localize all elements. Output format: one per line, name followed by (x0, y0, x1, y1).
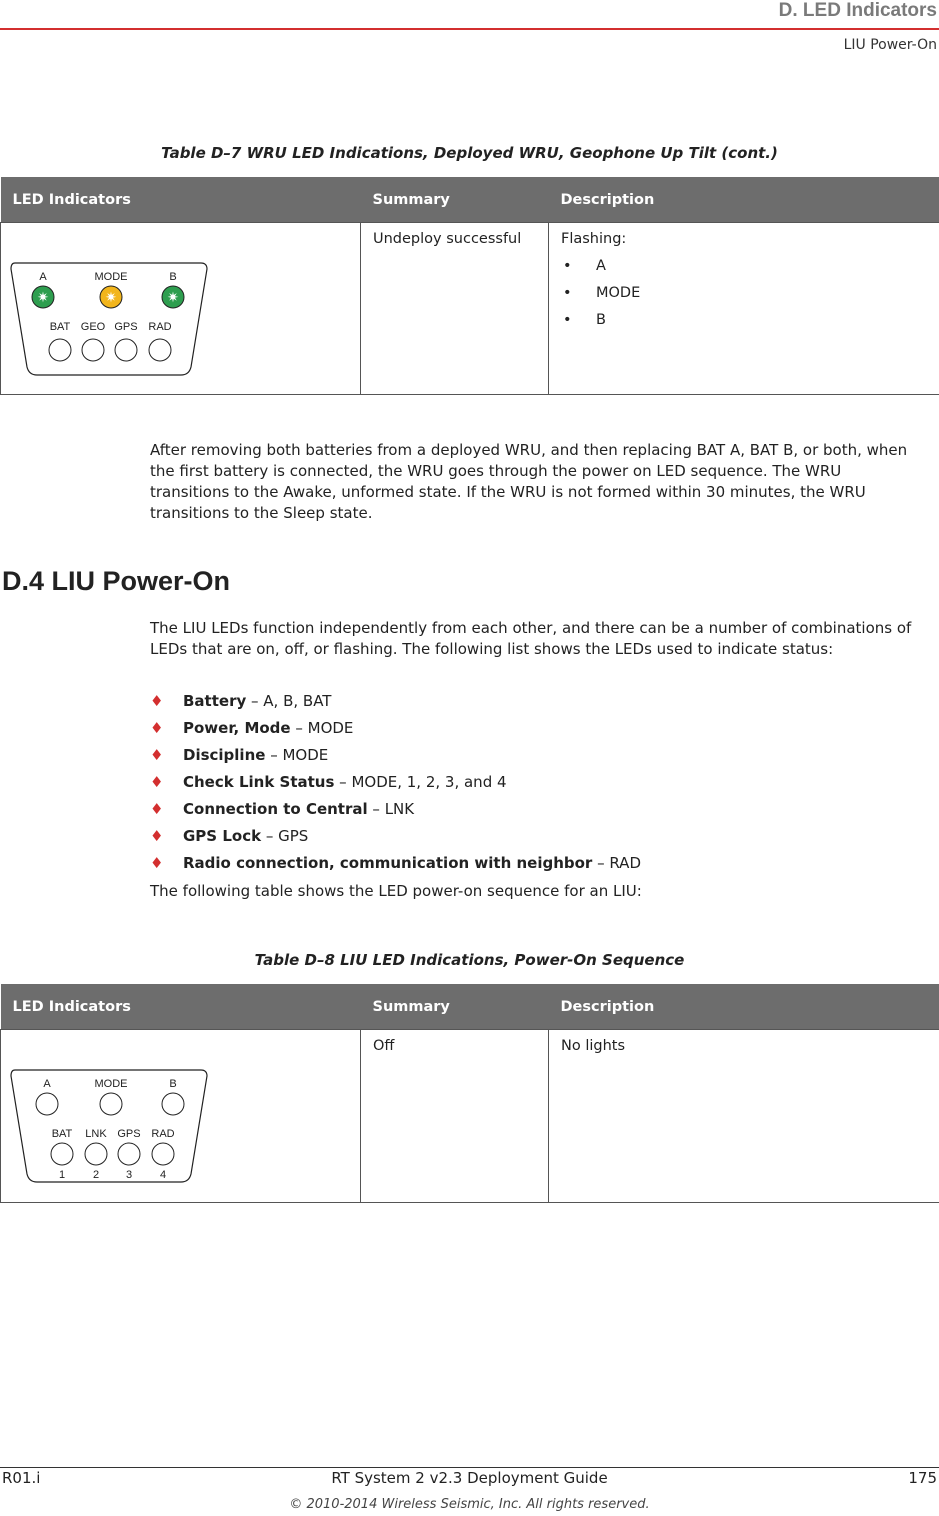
bullet-icon: • (563, 312, 572, 328)
body-paragraph: The following table shows the LED power-on sequence for an LIU: (150, 882, 642, 900)
led-indicator-cell (1, 223, 361, 395)
diamond-bullet-icon: ♦ (150, 854, 164, 872)
label-gps: GPS (117, 1128, 141, 1140)
label-rad: RAD (148, 321, 172, 333)
wru-led-panel-diagram (5, 257, 215, 382)
diamond-bullet-icon: ♦ (150, 827, 164, 845)
star-icon: ✷ (37, 289, 49, 305)
header-rule (0, 28, 939, 30)
table-header-row (1, 177, 939, 223)
label-bat: BAT (49, 321, 71, 333)
list-item: ♦ Connection to Central – LNK (150, 796, 641, 823)
diamond-bullet-icon: ♦ (150, 746, 164, 764)
diamond-bullet-icon: ♦ (150, 692, 164, 710)
footer-revision: R01.i (2, 1469, 41, 1487)
body-paragraph: The LIU LEDs function independently from each other, and there can be a number of combinations of LEDs that are on, off, or flashing. The following list shows the LEDs used to indicate status: (150, 619, 912, 658)
copyright-notice: © 2010-2014 Wireless Seismic, Inc. All rights reserved. (289, 1497, 650, 1512)
label-gps: GPS (114, 321, 138, 333)
label-3: 3 (125, 1169, 133, 1181)
led-b (162, 1093, 184, 1115)
label-b: B (169, 271, 177, 283)
list-item: • MODE (561, 280, 927, 307)
diamond-bullet-icon: ♦ (150, 773, 164, 791)
label-2: 2 (92, 1169, 100, 1181)
column-header: Summary (361, 984, 549, 1030)
table-d8 (0, 984, 939, 1203)
label-lnk: LNK (85, 1128, 107, 1140)
description-cell: No lights (549, 1030, 939, 1203)
label-geo: GEO (80, 321, 106, 333)
label-bat: BAT (51, 1128, 73, 1140)
list-item: • B (561, 307, 927, 334)
list-item: ♦ Discipline – MODE (150, 742, 641, 769)
liu-led-panel-diagram (5, 1064, 215, 1189)
description-cell (549, 223, 939, 395)
led-indicator-cell (1, 1030, 361, 1203)
column-header: LED Indicators (1, 984, 361, 1030)
label-1: 1 (58, 1169, 66, 1181)
flashing-led-list (561, 253, 927, 334)
label-4: 4 (159, 1169, 167, 1181)
column-header: Description (549, 984, 939, 1030)
section-heading: D.4 LIU Power-On (2, 566, 231, 596)
column-header: Summary (361, 177, 549, 223)
diamond-bullet-icon: ♦ (150, 800, 164, 818)
column-header: LED Indicators (1, 177, 361, 223)
label-rad: RAD (151, 1128, 175, 1140)
table-d7-caption: Table D–7 WRU LED Indications, Deployed WRU, Geophone Up Tilt (cont.) (161, 144, 778, 162)
led-bat (49, 339, 71, 361)
led-mode (100, 1093, 122, 1115)
page-number: 175 (908, 1469, 937, 1487)
body-paragraph: After removing both batteries from a deployed WRU, and then replacing BAT A, BAT B, or both, when the first battery is connected, the WRU goes through the power on LED sequence. The WRU transitions to the Awake, unformed state. If the WRU is not formed within 30 minutes, the WRU transitions to the Sleep state. (150, 441, 908, 522)
led-rad (149, 339, 171, 361)
summary-cell: Undeploy successful (361, 223, 549, 395)
label-b: B (169, 1078, 177, 1090)
subsection-title: LIU Power-On (843, 37, 937, 53)
section-title: D. LED Indicators (778, 0, 937, 21)
led-bat (51, 1143, 73, 1165)
label-a: A (43, 1078, 51, 1090)
list-item: • A (561, 253, 927, 280)
footer-rule (0, 1467, 939, 1468)
list-item: ♦ Radio connection, communication with neighbor – RAD (150, 850, 641, 877)
column-header: Description (549, 177, 939, 223)
led-gps (115, 339, 137, 361)
led-a (36, 1093, 58, 1115)
table-header-row (1, 984, 939, 1030)
label-a: A (39, 271, 47, 283)
table-d8-caption: Table D–8 LIU LED Indications, Power-On Sequence (254, 951, 685, 969)
label-mode: MODE (94, 1078, 128, 1090)
list-item: ♦ Power, Mode – MODE (150, 715, 641, 742)
star-icon: ✷ (167, 289, 179, 305)
summary-cell: Off (361, 1030, 549, 1203)
led-geo (82, 339, 104, 361)
led-gps (118, 1143, 140, 1165)
label-mode: MODE (94, 271, 128, 283)
table-row (1, 223, 939, 395)
footer-document-title: RT System 2 v2.3 Deployment Guide (331, 1469, 608, 1487)
table-row (1, 1030, 939, 1203)
bullet-icon: • (563, 285, 572, 301)
table-d7 (0, 177, 939, 395)
led-rad (152, 1143, 174, 1165)
led-lnk (85, 1143, 107, 1165)
led-usage-list (150, 688, 641, 877)
list-item: ♦ Battery – A, B, BAT (150, 688, 641, 715)
list-item: ♦ GPS Lock – GPS (150, 823, 641, 850)
diamond-bullet-icon: ♦ (150, 719, 164, 737)
list-item: ♦ Check Link Status – MODE, 1, 2, 3, and 4 (150, 769, 641, 796)
description-lead: Flashing: (561, 231, 627, 247)
star-icon: ✷ (105, 289, 117, 305)
bullet-icon: • (563, 258, 572, 274)
